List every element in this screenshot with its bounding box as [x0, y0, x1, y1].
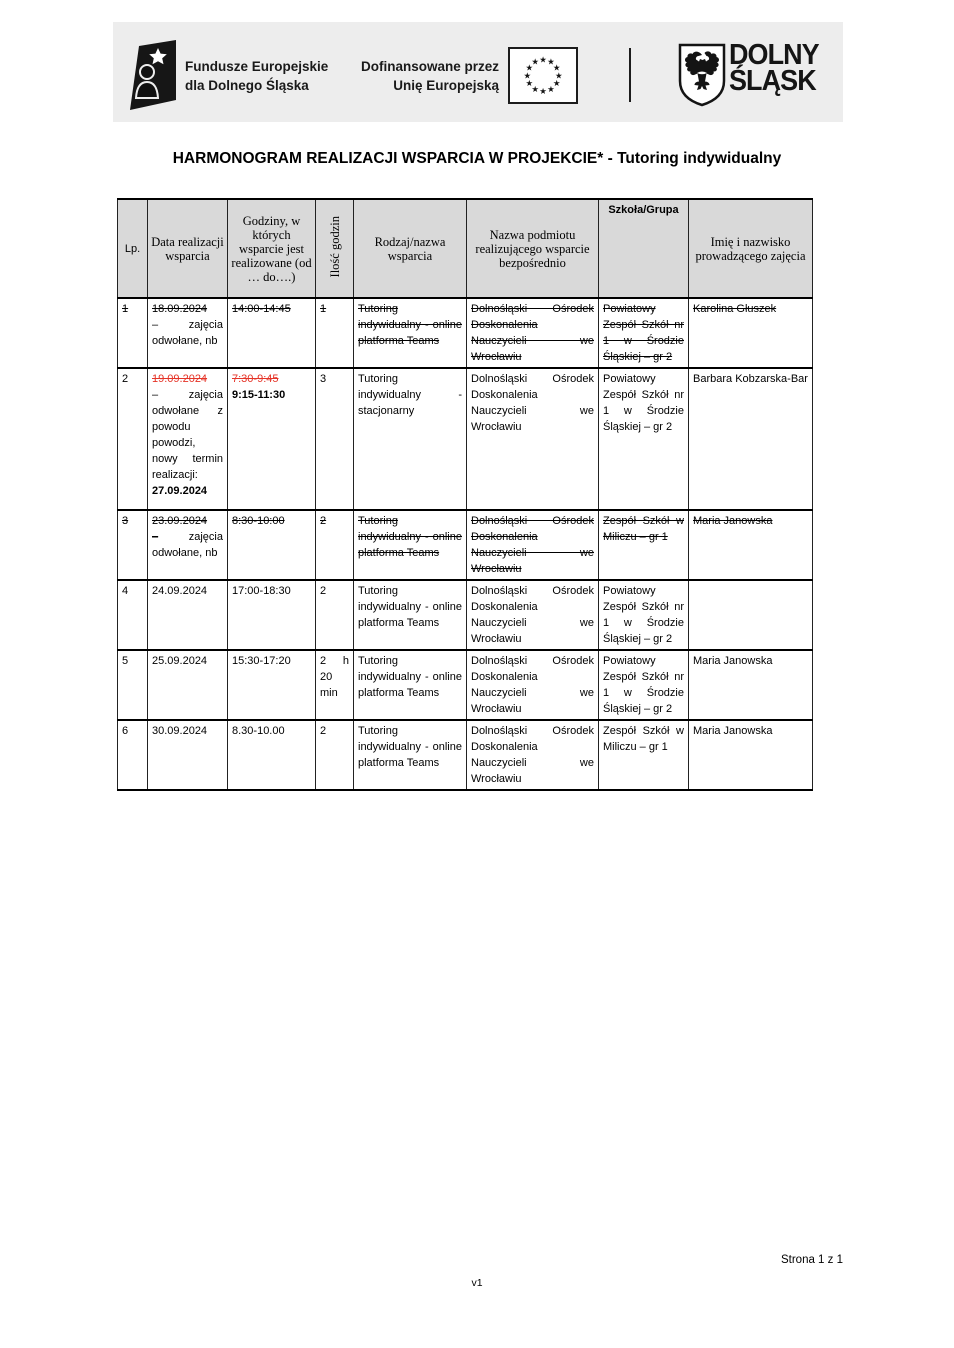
- fundusze-line2: dla Dolnego Śląska: [185, 78, 309, 93]
- version-label: v1: [471, 1277, 483, 1289]
- table-row: [118, 368, 813, 510]
- column-header: Nazwa podmiotu realizującego wsparcie bezpośrednio: [467, 199, 599, 298]
- page-title: HARMONOGRAM REALIZACJI WSPARCIA W PROJEKCIE* - Tutoring indywidualny: [172, 150, 782, 167]
- region-line2: ŚLĄSK: [729, 65, 816, 97]
- eu-flag-icon: [508, 47, 578, 104]
- table-cell: 17:00-18:30: [228, 580, 316, 650]
- table-cell: Dolnośląski Ośrodek Doskonalenia Nauczycieli we Wrocławiu: [467, 580, 599, 650]
- table-cell: Zespół Szkół w Miliczu – gr 1: [599, 510, 689, 580]
- fundusze-europejskie-flag-icon: [130, 40, 176, 110]
- table-cell: 3: [316, 368, 354, 510]
- table-cell: Tutoring indywidualny - online platforma Teams: [354, 580, 467, 650]
- table-cell: 2: [118, 368, 148, 510]
- table-cell: 3: [118, 510, 148, 580]
- table-cell: Barbara Kobzarska-Bar: [689, 368, 813, 510]
- table-cell: 2: [316, 720, 354, 790]
- table-cell: 2 h 20 min: [316, 650, 354, 720]
- column-header: Rodzaj/nazwa wsparcia: [354, 199, 467, 298]
- column-header: Szkoła/Grupa: [599, 199, 689, 298]
- table-cell: Maria Janowska: [689, 510, 813, 580]
- region-line1: DOLNY: [729, 39, 819, 71]
- table-cell: Maria Janowska: [689, 650, 813, 720]
- table-header-row: [118, 199, 813, 298]
- table-cell: 1: [118, 298, 148, 368]
- logo-band: [113, 22, 843, 122]
- column-header: Data realizacji wsparcia: [148, 199, 228, 298]
- funding-line2: Unię Europejską: [393, 78, 499, 93]
- svg-text:★: ★: [539, 86, 547, 97]
- table-cell: 4: [118, 580, 148, 650]
- table-cell: 18.09.2024 – zajęcia odwołane, nb: [148, 298, 228, 368]
- table-cell: Tutoring indywidualny - online platforma Teams: [354, 298, 467, 368]
- svg-text:★: ★: [547, 56, 555, 67]
- funding-line1: Dofinansowane przez: [360, 59, 499, 74]
- table-cell: [689, 580, 813, 650]
- table-cell: 6: [118, 720, 148, 790]
- table-cell: Dolnośląski Ośrodek Doskonalenia Nauczycieli we Wrocławiu: [467, 368, 599, 510]
- table-cell: Powiatowy Zespół Szkół nr 1 w Środzie Śląskiej – gr 2: [599, 650, 689, 720]
- table-row: [118, 298, 813, 368]
- column-header: Imię i nazwisko prowadzącego zajęcia: [689, 199, 813, 298]
- table-cell: 19.09.2024 – zajęcia odwołane z powodu powodzi, nowy termin realizacji: 27.09.2024: [148, 368, 228, 510]
- table-cell: 23.09.2024 – zajęcia odwołane, nb: [148, 510, 228, 580]
- svg-text:★: ★: [555, 70, 563, 81]
- table-cell: Karolina Głuszek: [689, 298, 813, 368]
- table-cell: Dolnośląski Ośrodek Doskonalenia Nauczycieli we Wrocławiu: [467, 720, 599, 790]
- svg-text:★: ★: [552, 62, 561, 73]
- table-cell: Tutoring indywidualny - online platforma Teams: [354, 510, 467, 580]
- table-cell: 14:00-14:45: [228, 298, 316, 368]
- svg-text:★: ★: [531, 83, 539, 94]
- svg-text:★: ★: [547, 83, 555, 94]
- table-cell: 30.09.2024: [148, 720, 228, 790]
- table-cell: Powiatowy Zespół Szkół nr 1 w Środzie Śląskiej – gr 2: [599, 580, 689, 650]
- table-cell: Zespół Szkół w Miliczu – gr 1: [599, 720, 689, 790]
- table-cell: 7:30-9:45 9:15-11:30: [228, 368, 316, 510]
- table-cell: 5: [118, 650, 148, 720]
- table-cell: 8.30-10.00: [228, 720, 316, 790]
- table-cell: Tutoring indywidualny - stacjonarny: [354, 368, 467, 510]
- table-cell: Dolnośląski Ośrodek Doskonalenia Nauczycieli we Wrocławiu: [467, 298, 599, 368]
- table-row: [118, 650, 813, 720]
- svg-text:★: ★: [525, 62, 534, 73]
- table-cell: Tutoring indywidualny - online platforma Teams: [354, 720, 467, 790]
- table-cell: 2: [316, 580, 354, 650]
- fundusze-line1: Fundusze Europejskie: [185, 59, 329, 74]
- svg-text:★: ★: [525, 78, 534, 89]
- table-cell: 1: [316, 298, 354, 368]
- column-header: Lp.: [118, 199, 148, 298]
- dolny-slask-label: [729, 39, 819, 97]
- svg-text:★: ★: [531, 56, 539, 67]
- table-cell: 25.09.2024: [148, 650, 228, 720]
- column-header: Ilość godzin: [316, 199, 354, 298]
- table-row: [118, 510, 813, 580]
- page-number: Strona 1 z 1: [780, 1254, 843, 1266]
- table-row: [118, 580, 813, 650]
- table-row: [118, 720, 813, 790]
- table-cell: Powiatowy Zespół Szkół nr 1 w Środzie Śląskiej – gr 2: [599, 298, 689, 368]
- svg-text:★: ★: [552, 78, 561, 89]
- table-cell: 15:30-17:20: [228, 650, 316, 720]
- schedule-table: [117, 198, 813, 791]
- table-cell: 24.09.2024: [148, 580, 228, 650]
- dolny-slask-eagle-icon: [677, 43, 727, 107]
- column-header: Godziny, w których wsparcie jest realizowane (od … do….): [228, 199, 316, 298]
- logo-divider: [629, 48, 631, 102]
- table-cell: Powiatowy Zespół Szkół nr 1 w Środzie Śląskiej – gr 2: [599, 368, 689, 510]
- svg-text:★: ★: [539, 54, 547, 65]
- table-cell: 2: [316, 510, 354, 580]
- table-cell: Dolnośląski Ośrodek Doskonalenia Nauczycieli we Wrocławiu: [467, 650, 599, 720]
- fundusze-europejskie-label: [185, 57, 328, 95]
- eu-funding-label: [341, 57, 499, 95]
- table-cell: 8:30-10:00: [228, 510, 316, 580]
- table-cell: Dolnośląski Ośrodek Doskonalenia Nauczycieli we Wrocławiu: [467, 510, 599, 580]
- svg-text:★: ★: [523, 70, 531, 81]
- table-cell: Tutoring indywidualny - online platforma Teams: [354, 650, 467, 720]
- table-cell: Maria Janowska: [689, 720, 813, 790]
